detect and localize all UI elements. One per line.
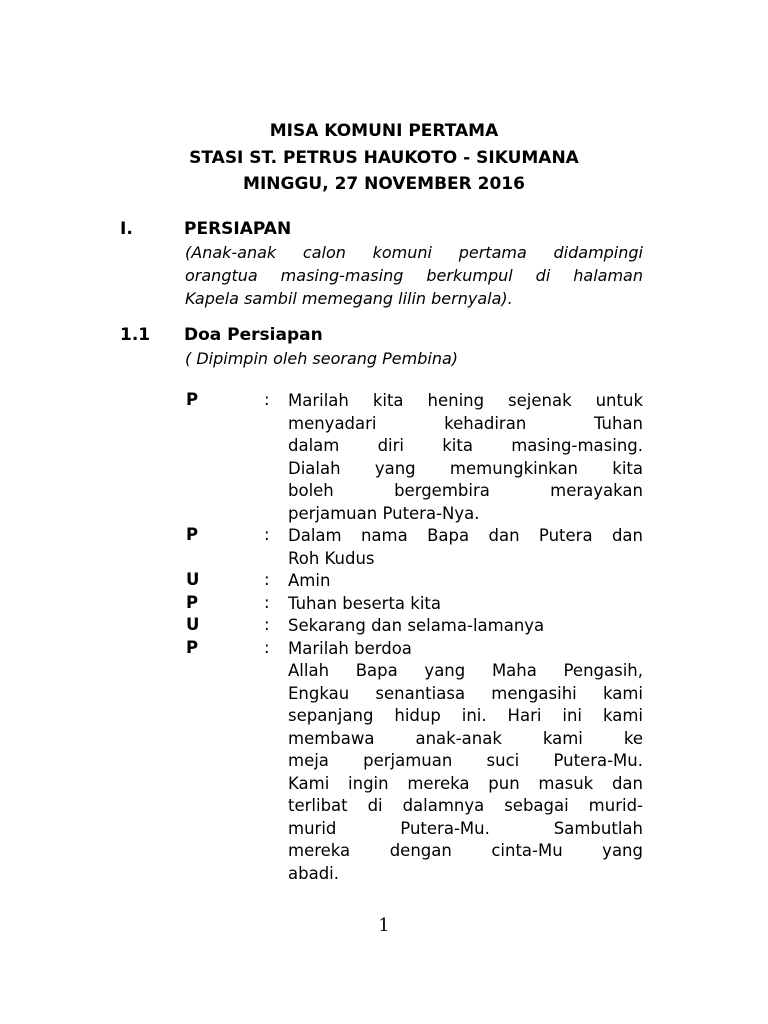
dialog-line: menyadari kehadiran Tuhan (288, 413, 643, 433)
speaker-colon: : (264, 390, 270, 409)
speaker-colon: : (264, 592, 270, 612)
section-number: I. (120, 219, 133, 239)
dialog-line: terlibat di dalamnya sebagai murid- (288, 796, 643, 815)
page-number: 1 (378, 915, 390, 936)
section-title: PERSIAPAN (184, 219, 292, 239)
dialog-text (288, 525, 643, 570)
dialog-line: dalam diri kita masing-masing. (288, 436, 643, 455)
dialog-row (186, 638, 646, 886)
prayer-dialog (186, 390, 646, 885)
dialog-line: Marilah kita hening sejenak untuk (288, 391, 643, 410)
dialog-line: boleh bergembira merayakan (288, 481, 643, 500)
subsection-title: Doa Persiapan (184, 325, 323, 345)
dialog-line: Allah Bapa yang Maha Pengasih, (288, 661, 643, 680)
dialog-line: abadi. (288, 863, 339, 883)
dialog-line: Engkau senantiasa mengasihi kami (288, 683, 643, 703)
dialog-line: Marilah berdoa (288, 638, 412, 658)
speaker-label: U (186, 570, 200, 589)
dialog-line: murid Putera-Mu. Sambutlah (288, 818, 643, 838)
dialog-text (288, 638, 643, 886)
speaker-colon: : (264, 637, 270, 657)
dialog-line: perjamuan Putera-Nya. (288, 503, 480, 523)
dialog-line: Tuhan beserta kita (288, 593, 442, 613)
dialog-text (288, 593, 643, 616)
speaker-colon: : (264, 615, 270, 634)
dialog-line: Sekarang dan selama-lamanya (288, 616, 545, 635)
note-line: (Anak-anak calon komuni pertama didampingi (185, 243, 643, 262)
dialog-line: Kami ingin mereka pun masuk dan (288, 773, 643, 793)
speaker-colon: : (264, 570, 270, 589)
subsection-number: 1.1 (120, 325, 151, 345)
speaker-label: P (186, 637, 199, 657)
speaker-label: P (186, 592, 199, 612)
dialog-text (288, 570, 643, 593)
dialog-line: sepanjang hidup ini. Hari ini kami (288, 706, 643, 725)
dialog-line: Amin (288, 571, 331, 590)
title-line-1: MISA KOMUNI PERTAMA (269, 121, 499, 141)
dialog-row (186, 390, 646, 525)
speaker-label: P (186, 390, 199, 409)
dialog-text (288, 390, 643, 525)
section-note-persiapan (185, 241, 643, 310)
speaker-colon: : (264, 525, 270, 544)
dialog-line: Roh Kudus (288, 548, 375, 568)
dialog-row (186, 615, 646, 638)
note-line: orangtua masing-masing berkumpul di halaman (185, 266, 643, 285)
dialog-row (186, 593, 646, 616)
document-title (0, 118, 768, 198)
dialog-line: Dalam nama Bapa dan Putera dan (288, 526, 643, 545)
subsection-note: ( Dipimpin oleh seorang Pembina) (185, 349, 459, 368)
dialog-line: meja perjamuan suci Putera-Mu. (288, 751, 643, 770)
dialog-line: Dialah yang memungkinkan kita (288, 458, 643, 478)
speaker-label: P (186, 525, 199, 544)
speaker-label: U (186, 615, 200, 634)
dialog-line: mereka dengan cinta-Mu yang (288, 841, 643, 860)
dialog-line: membawa anak-anak kami ke (288, 728, 643, 748)
title-line-2: STASI ST. PETRUS HAUKOTO - SIKUMANA (189, 147, 579, 168)
dialog-text (288, 615, 643, 638)
dialog-row (186, 525, 646, 570)
title-line-3: MINGGU, 27 NOVEMBER 2016 (243, 174, 525, 194)
dialog-row (186, 570, 646, 593)
note-line: Kapela sambil memegang lilin bernyala). (185, 289, 513, 308)
